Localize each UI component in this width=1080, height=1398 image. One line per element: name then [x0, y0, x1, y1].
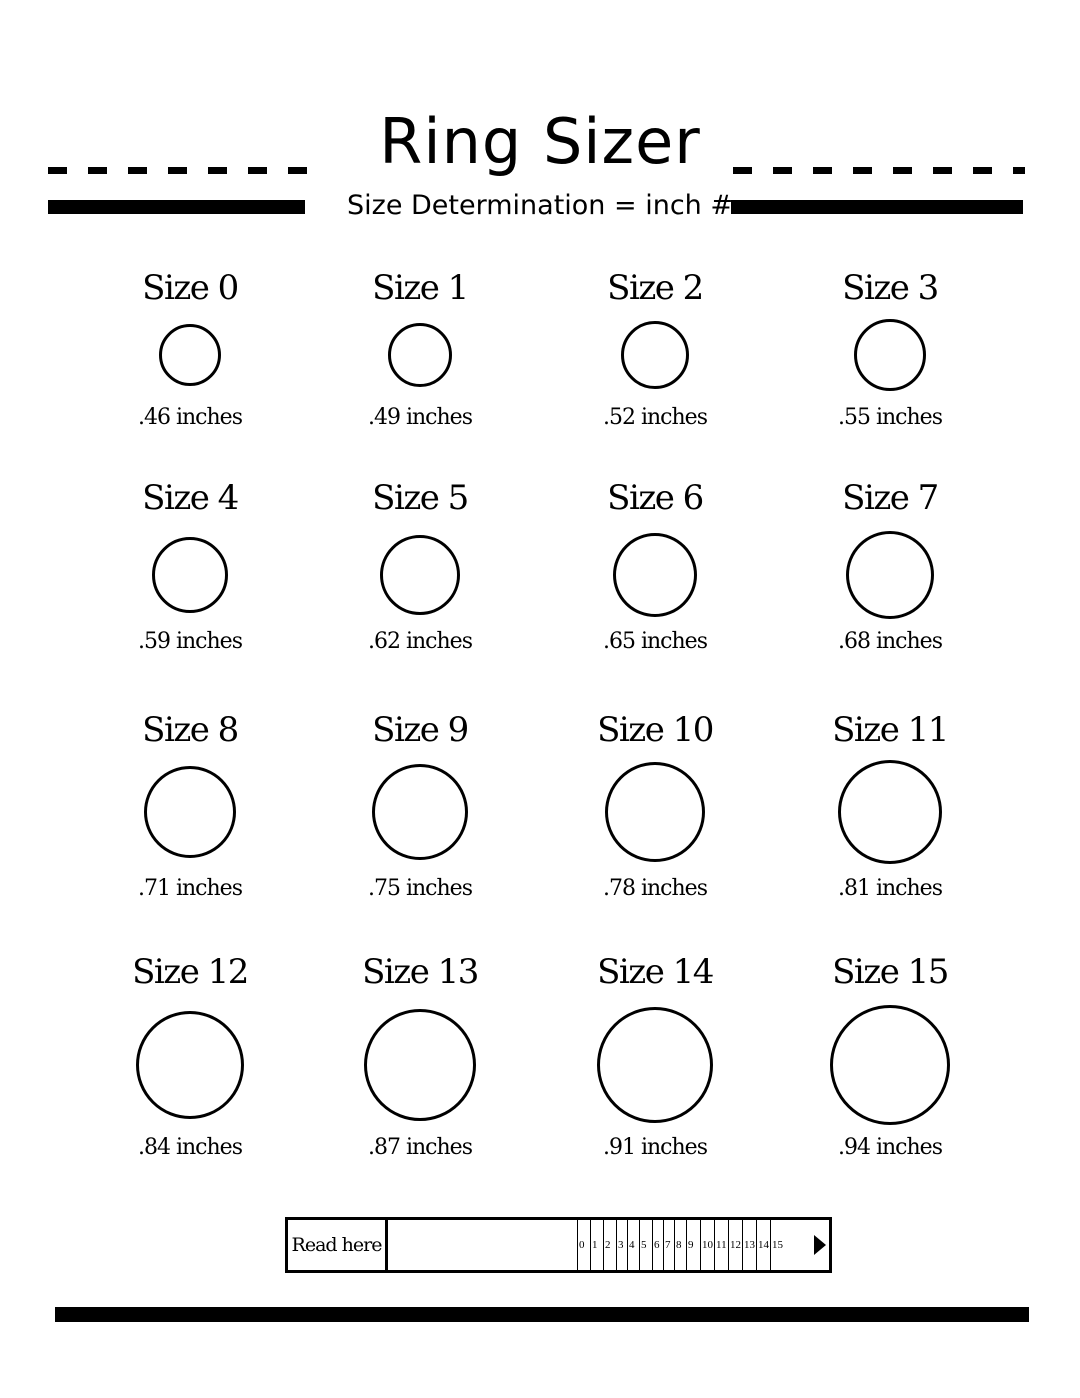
- ring-circle: [621, 321, 689, 389]
- size-label: Size 8: [142, 710, 238, 750]
- size-label: Size 9: [372, 710, 468, 750]
- ring-circle: [159, 324, 221, 386]
- ruler-tick: 6: [652, 1220, 663, 1270]
- inch-label: .87 inches: [368, 1135, 472, 1160]
- ring-circle: [136, 1011, 244, 1119]
- ruler-tick: 5: [639, 1220, 652, 1270]
- size-label: Size 4: [142, 478, 238, 518]
- ring-circle: [854, 319, 926, 391]
- size-label: Size 7: [842, 478, 938, 518]
- inch-label: .78 inches: [603, 876, 707, 901]
- size-label: Size 0: [142, 268, 238, 308]
- ring-sizer-ruler: [285, 1217, 832, 1273]
- ruler-tick: 9: [686, 1220, 700, 1270]
- size-label: Size 11: [832, 710, 948, 750]
- ruler-tick: 8: [674, 1220, 686, 1270]
- size-label: Size 5: [372, 478, 468, 518]
- page-title: Ring Sizer: [379, 105, 701, 178]
- footer-bar: [55, 1307, 1029, 1322]
- ring-circle: [372, 764, 468, 860]
- ruler-tick: 3: [616, 1220, 627, 1270]
- ruler-tick: 14: [756, 1220, 770, 1270]
- ring-circle: [846, 531, 934, 619]
- inch-label: .55 inches: [838, 405, 942, 430]
- ring-circle: [838, 760, 942, 864]
- inch-label: .84 inches: [138, 1135, 242, 1160]
- inch-label: .46 inches: [138, 405, 242, 430]
- ruler-tick: 2: [603, 1220, 616, 1270]
- ruler-tick: 11: [714, 1220, 728, 1270]
- size-label: Size 2: [607, 268, 703, 308]
- ruler-tick: 7: [663, 1220, 674, 1270]
- inch-label: .71 inches: [138, 876, 242, 901]
- ring-circle: [830, 1005, 950, 1125]
- ring-circle: [613, 533, 697, 617]
- inch-label: .49 inches: [368, 405, 472, 430]
- size-label: Size 15: [832, 952, 948, 992]
- inch-label: .62 inches: [368, 629, 472, 654]
- ring-circle: [144, 766, 236, 858]
- size-label: Size 10: [597, 710, 713, 750]
- inch-label: .91 inches: [603, 1135, 707, 1160]
- ruler-tick: 10: [700, 1220, 714, 1270]
- inch-label: .52 inches: [603, 405, 707, 430]
- size-label: Size 14: [597, 952, 713, 992]
- page-subtitle: Size Determination = inch #: [347, 190, 733, 221]
- ruler-read-label: Read here: [288, 1220, 388, 1270]
- inch-label: .81 inches: [838, 876, 942, 901]
- inch-label: .68 inches: [838, 629, 942, 654]
- ring-circle: [605, 762, 705, 862]
- inch-label: .75 inches: [368, 876, 472, 901]
- size-label: Size 3: [842, 268, 938, 308]
- size-label: Size 1: [372, 268, 468, 308]
- ruler-tick: 12: [728, 1220, 742, 1270]
- inch-label: .65 inches: [603, 629, 707, 654]
- size-label: Size 12: [132, 952, 248, 992]
- ruler-tick: 0: [577, 1220, 590, 1270]
- ruler-tick: 15: [770, 1220, 784, 1270]
- ring-circle: [152, 537, 228, 613]
- arrow-right-icon: [814, 1235, 826, 1255]
- ring-circle: [380, 535, 460, 615]
- ruler-tick: 13: [742, 1220, 756, 1270]
- ring-circle: [364, 1009, 476, 1121]
- ring-circle: [388, 323, 452, 387]
- size-label: Size 6: [607, 478, 703, 518]
- ruler-tick: 1: [590, 1220, 603, 1270]
- size-label: Size 13: [362, 952, 478, 992]
- inch-label: .59 inches: [138, 629, 242, 654]
- ring-circle: [597, 1007, 713, 1123]
- inch-label: .94 inches: [838, 1135, 942, 1160]
- ruler-tick: 4: [627, 1220, 639, 1270]
